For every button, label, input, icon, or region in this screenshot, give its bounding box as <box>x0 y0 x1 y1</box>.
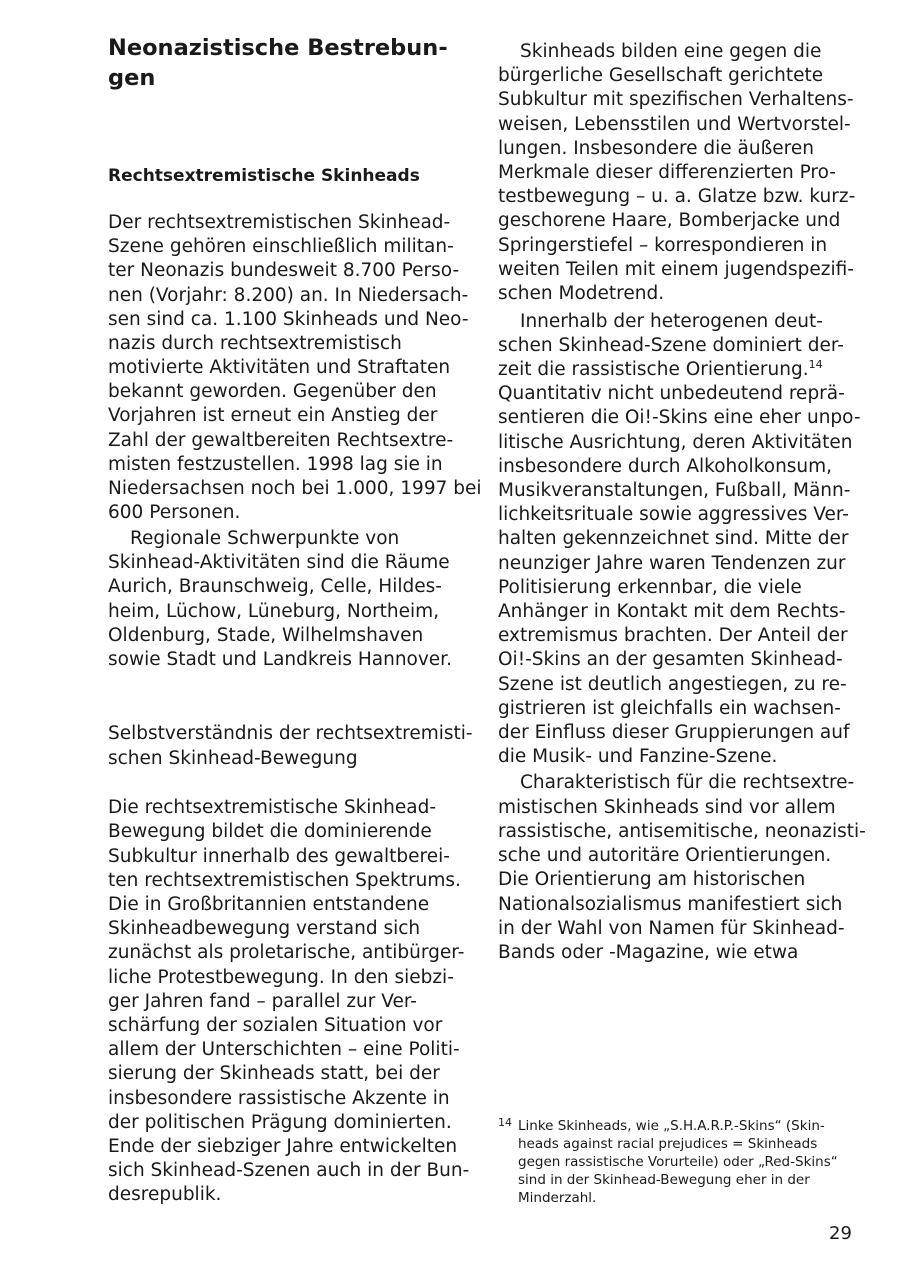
text-line: schen Skinhead-Bewegung <box>108 748 358 769</box>
text-line: Politisierung erkennbar, die viele <box>498 577 802 598</box>
text-line: Innerhalb der heterogenen deut- <box>520 311 823 332</box>
text-line: litische Ausrichtung, deren Aktivitäten <box>498 432 853 453</box>
text-line: 600 Personen. <box>108 502 241 523</box>
text-line: liche Protestbewegung. In den siebzi- <box>108 967 454 988</box>
text-line: schärfung der sozialen Situation vor <box>108 1015 443 1036</box>
section-heading: Rechtsextremistische Skinheads <box>108 166 420 186</box>
text-line: extremismus brachten. Der Anteil der <box>498 625 848 646</box>
text-line: bürgerliche Gesellschaft gerichtete <box>498 65 824 86</box>
text-line: sentieren die Oi!-Skins eine eher unpo- <box>498 407 861 428</box>
text-line: desrepublik. <box>108 1184 222 1205</box>
text-line: halten gekennzeichnet sind. Mitte der <box>498 528 849 549</box>
text-line: gistrieren ist gleichfalls ein wachsen- <box>498 698 841 719</box>
text-line: sen sind ca. 1.100 Skinheads und Neo- <box>108 309 469 330</box>
text-line: Musikveranstaltungen, Fußball, Männ- <box>498 480 851 501</box>
text-line: ger Jahren fand – parallel zur Ver- <box>108 991 417 1012</box>
text-line: Oi!-Skins an der gesamten Skinhead- <box>498 649 843 670</box>
text-line: ter Neonazis bundesweit 8.700 Perso- <box>108 260 460 281</box>
text-line: schen Modetrend. <box>498 283 665 304</box>
text-line: Anhänger in Kontakt mit dem Rechts- <box>498 601 846 622</box>
text-line: der Einfluss dieser Gruppierungen auf <box>498 722 850 743</box>
text-line: Die rechtsextremistische Skinhead- <box>108 797 437 818</box>
page-title-line-2: gen <box>108 65 156 91</box>
text-line: Skinheadbewegung verstand sich <box>108 918 421 939</box>
text-line: Niedersachsen noch bei 1.000, 1997 bei <box>108 478 482 499</box>
text-line: Regionale Schwerpunkte von <box>130 528 400 549</box>
text-line: Oldenburg, Stade, Wilhelmshaven <box>108 625 424 646</box>
text-line: heim, Lüchow, Lüneburg, Northeim, <box>108 601 440 622</box>
text-line: sowie Stadt und Landkreis Hannover. <box>108 649 452 670</box>
text-line: Zahl der gewaltbereiten Rechtsextre- <box>108 430 454 451</box>
text-line: Bands oder -Magazine, wie etwa <box>498 942 799 963</box>
text-line: Nationalsozialismus manifestiert sich <box>498 894 843 915</box>
text-line: Subkultur innerhalb des gewaltberei- <box>108 846 450 867</box>
page-title-line-1: Neonazistische Bestrebun- <box>108 35 448 61</box>
text-line: Charakteristisch für die rechtsextre- <box>520 772 855 793</box>
text-line: testbewegung – u. a. Glatze bzw. kurz- <box>498 186 856 207</box>
text-line: weisen, Lebensstilen und Wertvorstel- <box>498 114 851 135</box>
text-line: in der Wahl von Namen für Skinhead- <box>498 918 845 939</box>
text-line: nen (Vorjahr: 8.200) an. In Niedersach- <box>108 285 469 306</box>
footnote-number: 14 <box>498 1116 512 1129</box>
text-line: der politischen Prägung dominierten. <box>108 1112 452 1133</box>
footnote-line: Minderzahl. <box>518 1190 597 1206</box>
footnote-line: Linke Skinheads, wie „S.H.A.R.P.-Skins“ (Skin- <box>518 1118 825 1134</box>
text-line: Merkmale dieser differenzierten Pro- <box>498 162 836 183</box>
footnote-line: sind in der Skinhead-Bewegung eher in der <box>518 1172 810 1188</box>
text-line: die Musik- und Fanzine-Szene. <box>498 746 778 767</box>
text-line: neunziger Jahre waren Tendenzen zur <box>498 553 846 574</box>
text-line: sich Skinhead-Szenen auch in der Bun- <box>108 1160 470 1181</box>
footnote-line: heads against racial prejudices = Skinheads <box>518 1136 818 1152</box>
text-line: geschorene Haare, Bomberjacke und <box>498 210 841 231</box>
text-line: weiten Teilen mit einem jugendspezifi- <box>498 259 854 280</box>
text-line: bekannt geworden. Gegenüber den <box>108 381 437 402</box>
text-line: lichkeitsrituale sowie aggressives Ver- <box>498 504 849 525</box>
text-line: sche und autoritäre Orientierungen. <box>498 845 832 866</box>
text-line: Szene ist deutlich angestiegen, zu re- <box>498 674 847 695</box>
text-span: zeit die rassistische Orientierung. <box>498 359 809 380</box>
text-line: Ende der siebziger Jahre entwickelten <box>108 1136 458 1157</box>
text-line: schen Skinhead-Szene dominiert der- <box>498 335 844 356</box>
text-line: misten festzustellen. 1998 lag sie in <box>108 454 443 475</box>
text-line: rassistische, antisemitische, neonazisti- <box>498 821 866 842</box>
text-line: Selbstverständnis der rechtsextremisti- <box>108 723 473 744</box>
text-line: nazis durch rechtsextremistisch <box>108 333 402 354</box>
text-line: zunächst als proletarische, antibürger- <box>108 942 465 963</box>
page-number: 29 <box>829 1223 852 1244</box>
text-line: Quantitativ nicht unbedeutend reprä- <box>498 383 845 404</box>
text-line: insbesondere durch Alkoholkonsum, <box>498 456 833 477</box>
text-line: Die Orientierung am historischen <box>498 869 806 890</box>
text-line: motivierte Aktivitäten und Straftaten <box>108 357 451 378</box>
text-line: Subkultur mit spezifischen Verhaltens- <box>498 89 854 110</box>
text-line: mistischen Skinheads sind vor allem <box>498 797 836 818</box>
text-line: allem der Unterschichten – eine Politi- <box>108 1039 460 1060</box>
footnote-line: gegen rassistische Vorurteile) oder „Red-Skins“ <box>518 1154 838 1170</box>
text-line: insbesondere rassistische Akzente in <box>108 1088 450 1109</box>
text-line: Aurich, Braunschweig, Celle, Hildes- <box>108 576 442 597</box>
text-line: Vorjahren ist erneut ein Anstieg der <box>108 405 438 426</box>
text-line: ten rechtsextremistischen Spektrums. <box>108 870 461 891</box>
text-line: Skinhead-Aktivitäten sind die Räume <box>108 552 450 573</box>
text-line: Springerstiefel – korrespondieren in <box>498 235 828 256</box>
text-line: Szene gehören einschließlich militan- <box>108 236 454 257</box>
text-line: Der rechtsextremistischen Skinhead- <box>108 212 451 233</box>
text-line: Bewegung bildet die dominierende <box>108 821 432 842</box>
text-line: Skinheads bilden eine gegen die <box>520 41 822 62</box>
text-line <box>498 358 823 382</box>
text-line: lungen. Insbesondere die äußeren <box>498 138 814 159</box>
text-line: sierung der Skinheads statt, bei der <box>108 1063 440 1084</box>
footnote-reference[interactable]: 14 <box>808 357 823 371</box>
text-line: Die in Großbritannien entstandene <box>108 894 430 915</box>
